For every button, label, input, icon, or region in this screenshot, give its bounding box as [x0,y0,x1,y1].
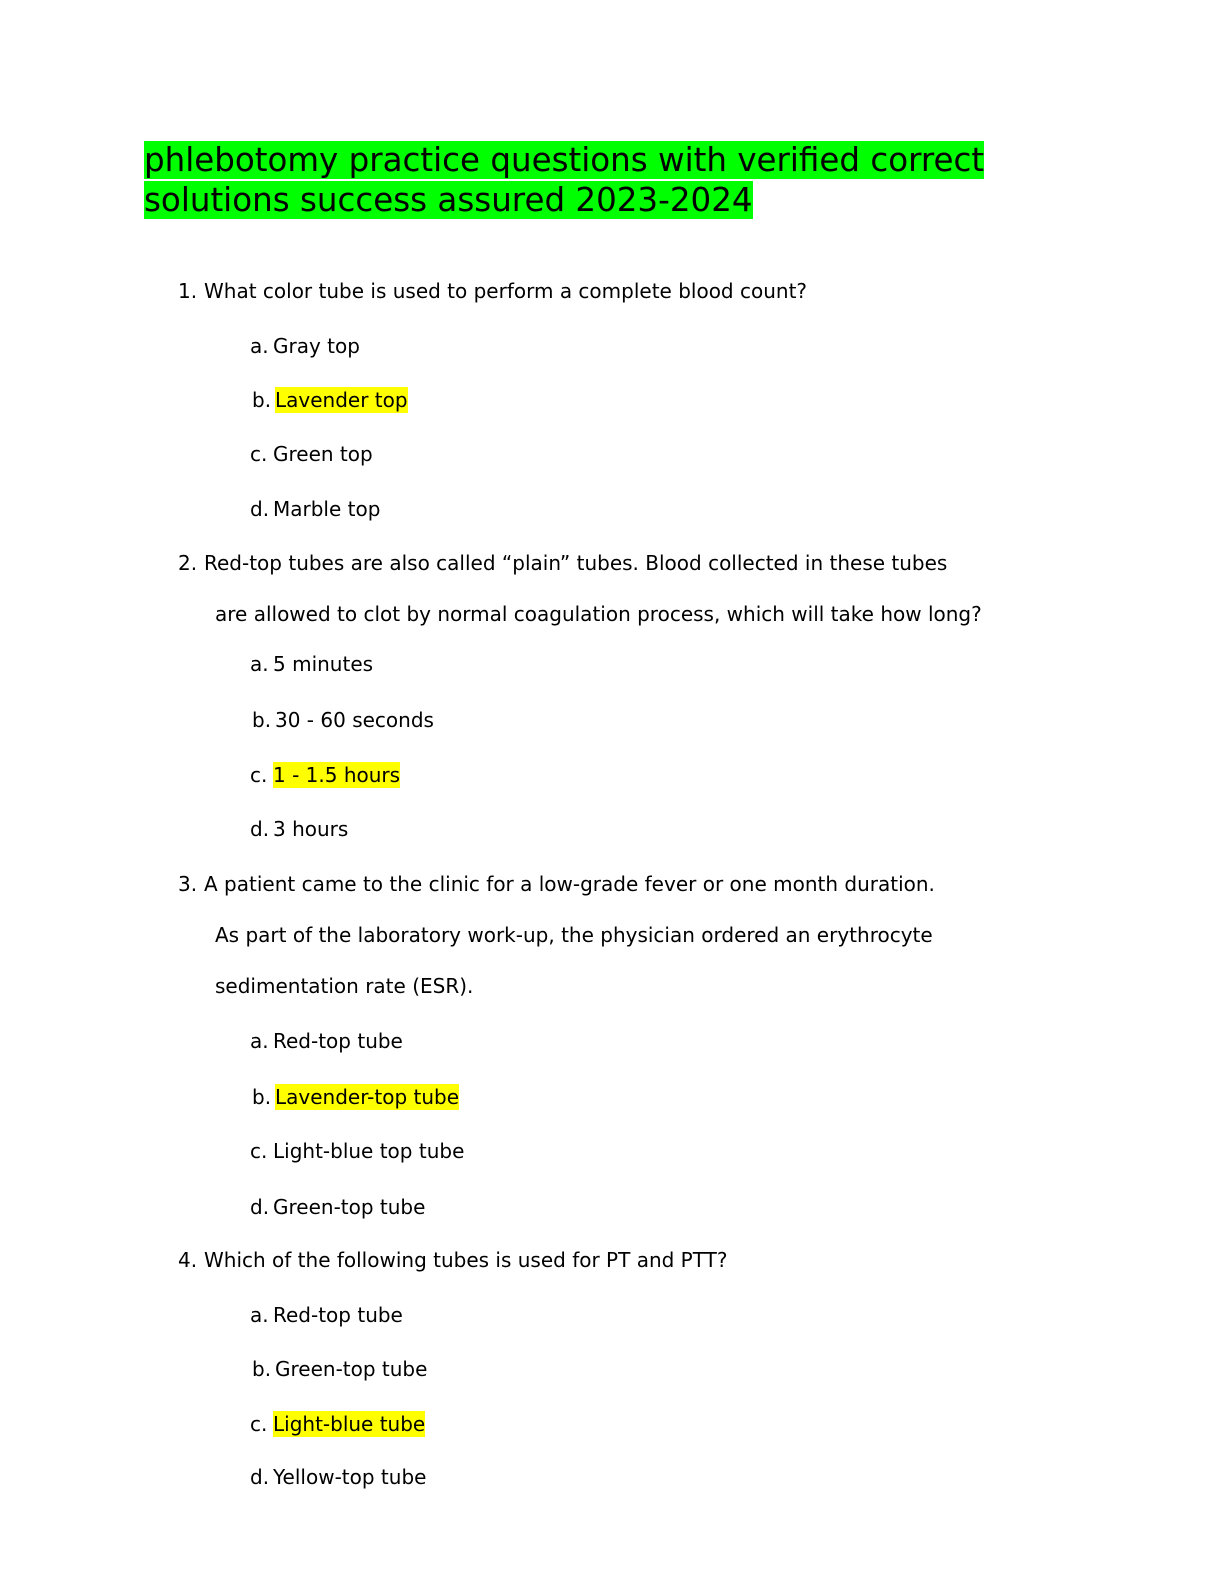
correct-answer-text: 1 - 1.5 hours [273,763,401,787]
question-number: 2. [178,551,198,575]
question-number: 4. [178,1248,198,1272]
title-line-2: solutions success assured 2023-2024 [144,181,753,219]
question-text: sedimentation rate (ESR). [215,974,474,998]
document-title [144,140,984,220]
option-text: 3 hours [273,817,349,841]
option-letter: d. [250,817,270,841]
option-letter: c. [250,1139,268,1163]
question-text: What color tube is used to perform a complete blood count? [204,279,808,303]
question-text: are allowed to clot by normal coagulation process, which will take how long? [215,602,982,626]
option-letter: d. [250,497,270,521]
correct-answer-text: Lavender-top tube [275,1085,460,1109]
option-text: Red-top tube [273,1303,403,1327]
option-text: Green-top tube [273,1195,426,1219]
question-text: Red-top tubes are also called “plain” tubes. Blood collected in these tubes [204,551,948,575]
question-text: Which of the following tubes is used for PT and PTT? [204,1248,728,1272]
option-letter: b. [252,708,272,732]
option-text: Marble top [273,497,381,521]
option-letter: d. [250,1465,270,1489]
option-letter: a. [250,1303,269,1327]
option-text: Red-top tube [273,1029,403,1053]
option-letter: a. [250,1029,269,1053]
option-text: 5 minutes [273,652,374,676]
option-text: Yellow-top tube [273,1465,427,1489]
option-text: Gray top [273,334,360,358]
option-letter: c. [250,763,268,787]
question-text: As part of the laboratory work-up, the physician ordered an erythrocyte [215,923,933,947]
option-letter: b. [252,388,272,412]
question-text: A patient came to the clinic for a low-grade fever or one month duration. [204,872,935,896]
option-text: Light-blue top tube [273,1139,465,1163]
question-number: 3. [178,872,198,896]
option-letter: c. [250,1412,268,1436]
option-letter: d. [250,1195,270,1219]
correct-answer-text: Light-blue tube [273,1412,426,1436]
question-number: 1. [178,279,198,303]
option-letter: b. [252,1357,272,1381]
option-text: Green top [273,442,373,466]
option-letter: a. [250,334,269,358]
option-text: 30 - 60 seconds [275,708,434,732]
correct-answer-text: Lavender top [275,388,408,412]
title-line-1: phlebotomy practice questions with verified correct [144,141,985,179]
option-letter: c. [250,442,268,466]
option-text: Green-top tube [275,1357,428,1381]
option-letter: b. [252,1085,272,1109]
option-letter: a. [250,652,269,676]
